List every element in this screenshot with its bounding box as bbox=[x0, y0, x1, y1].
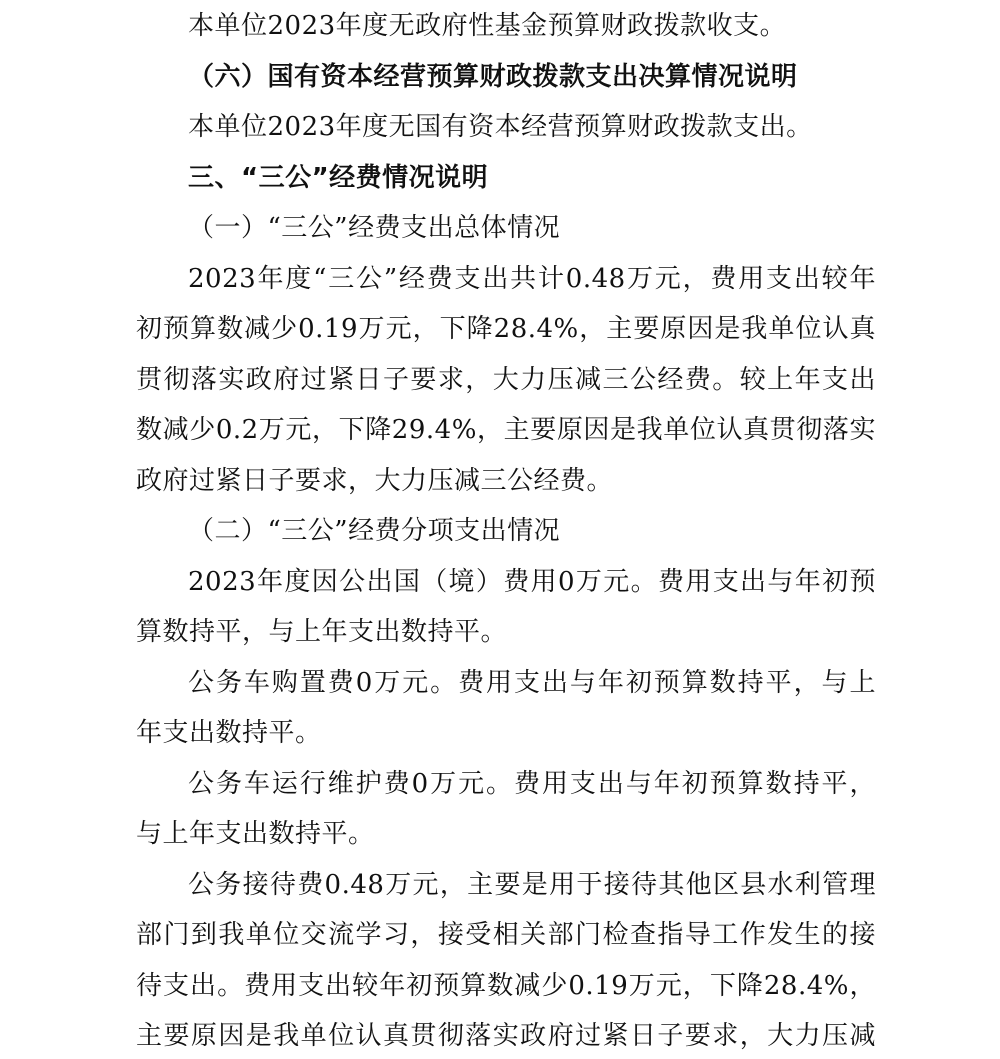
paragraph-line: 算数持平，与上年支出数持平。 bbox=[136, 617, 508, 647]
paragraph-line: 数减少0.2万元，下降29.4%，主要原因是我单位认真贯彻落实 bbox=[136, 415, 876, 445]
section-heading: 三、“三公”经费情况说明 bbox=[188, 163, 489, 193]
paragraph-line: 贯彻落实政府过紧日子要求，大力压减三公经费。较上年支出 bbox=[136, 365, 876, 395]
paragraph-line: 2023年度“三公”经费支出共计0.48万元，费用支出较年 bbox=[188, 264, 876, 294]
paragraph-line: 公务接待费0.48万元，主要是用于接待其他区县水利管理 bbox=[188, 870, 876, 900]
paragraph-line: 公务车购置费0万元。费用支出与年初预算数持平，与上 bbox=[188, 668, 876, 698]
subsection-heading: （二）“三公”经费分项支出情况 bbox=[188, 516, 561, 546]
paragraph-line: 与上年支出数持平。 bbox=[136, 819, 375, 849]
subsection-heading: （一）“三公”经费支出总体情况 bbox=[188, 213, 561, 243]
paragraph-line: 2023年度因公出国（境）费用0万元。费用支出与年初预 bbox=[188, 567, 876, 597]
paragraph-line: 本单位2023年度无国有资本经营预算财政拨款支出。 bbox=[188, 112, 813, 142]
paragraph-line: 年支出数持平。 bbox=[136, 718, 322, 748]
paragraph-line: 主要原因是我单位认真贯彻落实政府过紧日子要求，大力压减 bbox=[136, 1021, 876, 1051]
paragraph-line: 本单位2023年度无政府性基金预算财政拨款收支。 bbox=[188, 11, 787, 41]
paragraph-line: 政府过紧日子要求，大力压减三公经费。 bbox=[136, 466, 614, 496]
paragraph-line: 公务车运行维护费0万元。费用支出与年初预算数持平， bbox=[188, 769, 876, 799]
paragraph-line: 部门到我单位交流学习，接受相关部门检查指导工作发生的接 bbox=[136, 920, 876, 950]
section-heading: （六）国有资本经营预算财政拨款支出决算情况说明 bbox=[188, 62, 798, 92]
paragraph-line: 初预算数减少0.19万元，下降28.4%，主要原因是我单位认真 bbox=[136, 314, 876, 344]
paragraph-line: 待支出。费用支出较年初预算数减少0.19万元，下降28.4%， bbox=[136, 971, 876, 1001]
